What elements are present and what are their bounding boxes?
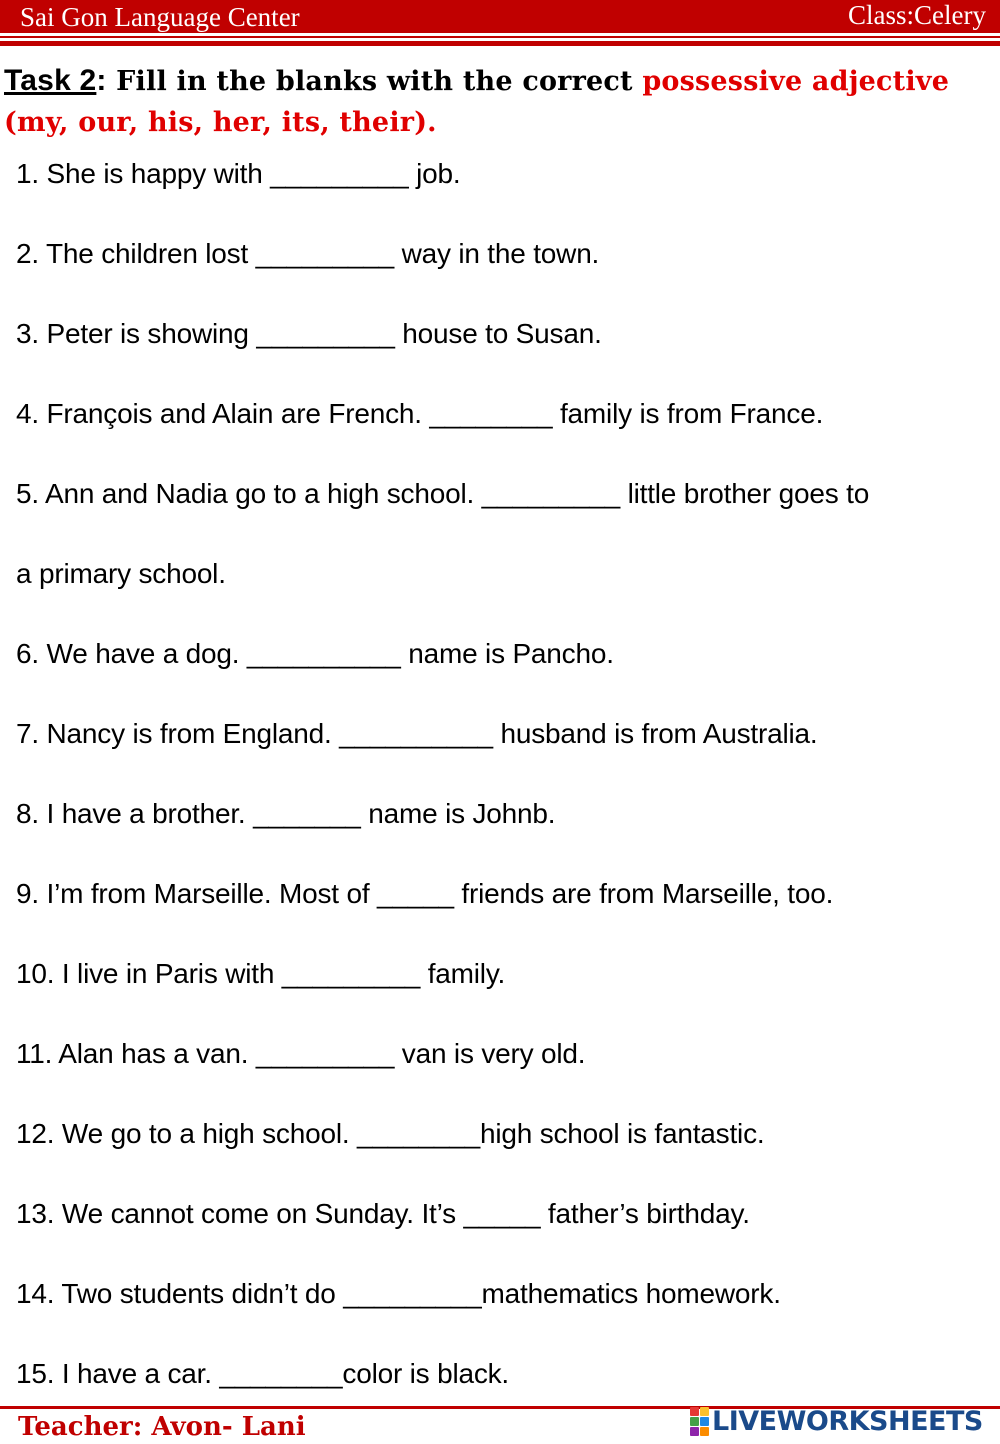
question-9: 9. I’m from Marseille. Most of _____ friends are from Marseille, too. [16, 878, 834, 909]
question-7: 7. Nancy is from England. __________ husband is from Australia. [16, 718, 818, 749]
task-colon: : [96, 64, 107, 97]
question-3: 3. Peter is showing _________ house to Susan. [16, 318, 602, 349]
logo-text: LIVEWORKSHEETS [712, 1405, 983, 1437]
liveworksheets-logo [690, 1404, 983, 1438]
header-rule-thick [0, 41, 1000, 46]
question-1: 1. She is happy with _________ job. [16, 158, 461, 189]
question-15: 15. I have a car. ________color is black. [16, 1358, 510, 1389]
question-5-continued: a primary school. [16, 558, 226, 589]
header-bar [0, 0, 1000, 33]
liveworksheets-logo-icon [690, 1407, 709, 1436]
question-5: 5. Ann and Nadia go to a high school. _________ little brother goes to [16, 478, 870, 509]
task-instruction-highlight: possessive adjective (my, our, his, her, its, their). [4, 66, 950, 138]
task-instruction: Fill in the blanks with the correct [106, 66, 643, 97]
question-2: 2. The children lost _________ way in the town. [16, 238, 600, 269]
question-14: 14. Two students didn’t do _________mathematics homework. [16, 1278, 781, 1309]
question-11: 11. Alan has a van. _________ van is very old. [16, 1038, 586, 1069]
question-8: 8. I have a brother. _______ name is Johnb. [16, 798, 556, 829]
class-label: Class:Celery [848, 0, 986, 30]
question-13: 13. We cannot come on Sunday. It’s _____ father’s birthday. [16, 1198, 750, 1229]
question-10: 10. I live in Paris with _________ family. [16, 958, 506, 989]
task-heading [4, 60, 994, 143]
center-name: Sai Gon Language Center [20, 2, 300, 32]
question-4: 4. François and Alain are French. ________ family is from France. [16, 398, 824, 429]
task-label: Task 2 [4, 64, 97, 97]
question-12: 12. We go to a high school. ________high school is fantastic. [16, 1118, 765, 1149]
teacher-name: Teacher: Avon- Lani [18, 1412, 306, 1442]
header-rule-thin [0, 36, 1000, 38]
question-6: 6. We have a dog. __________ name is Pancho. [16, 638, 614, 669]
